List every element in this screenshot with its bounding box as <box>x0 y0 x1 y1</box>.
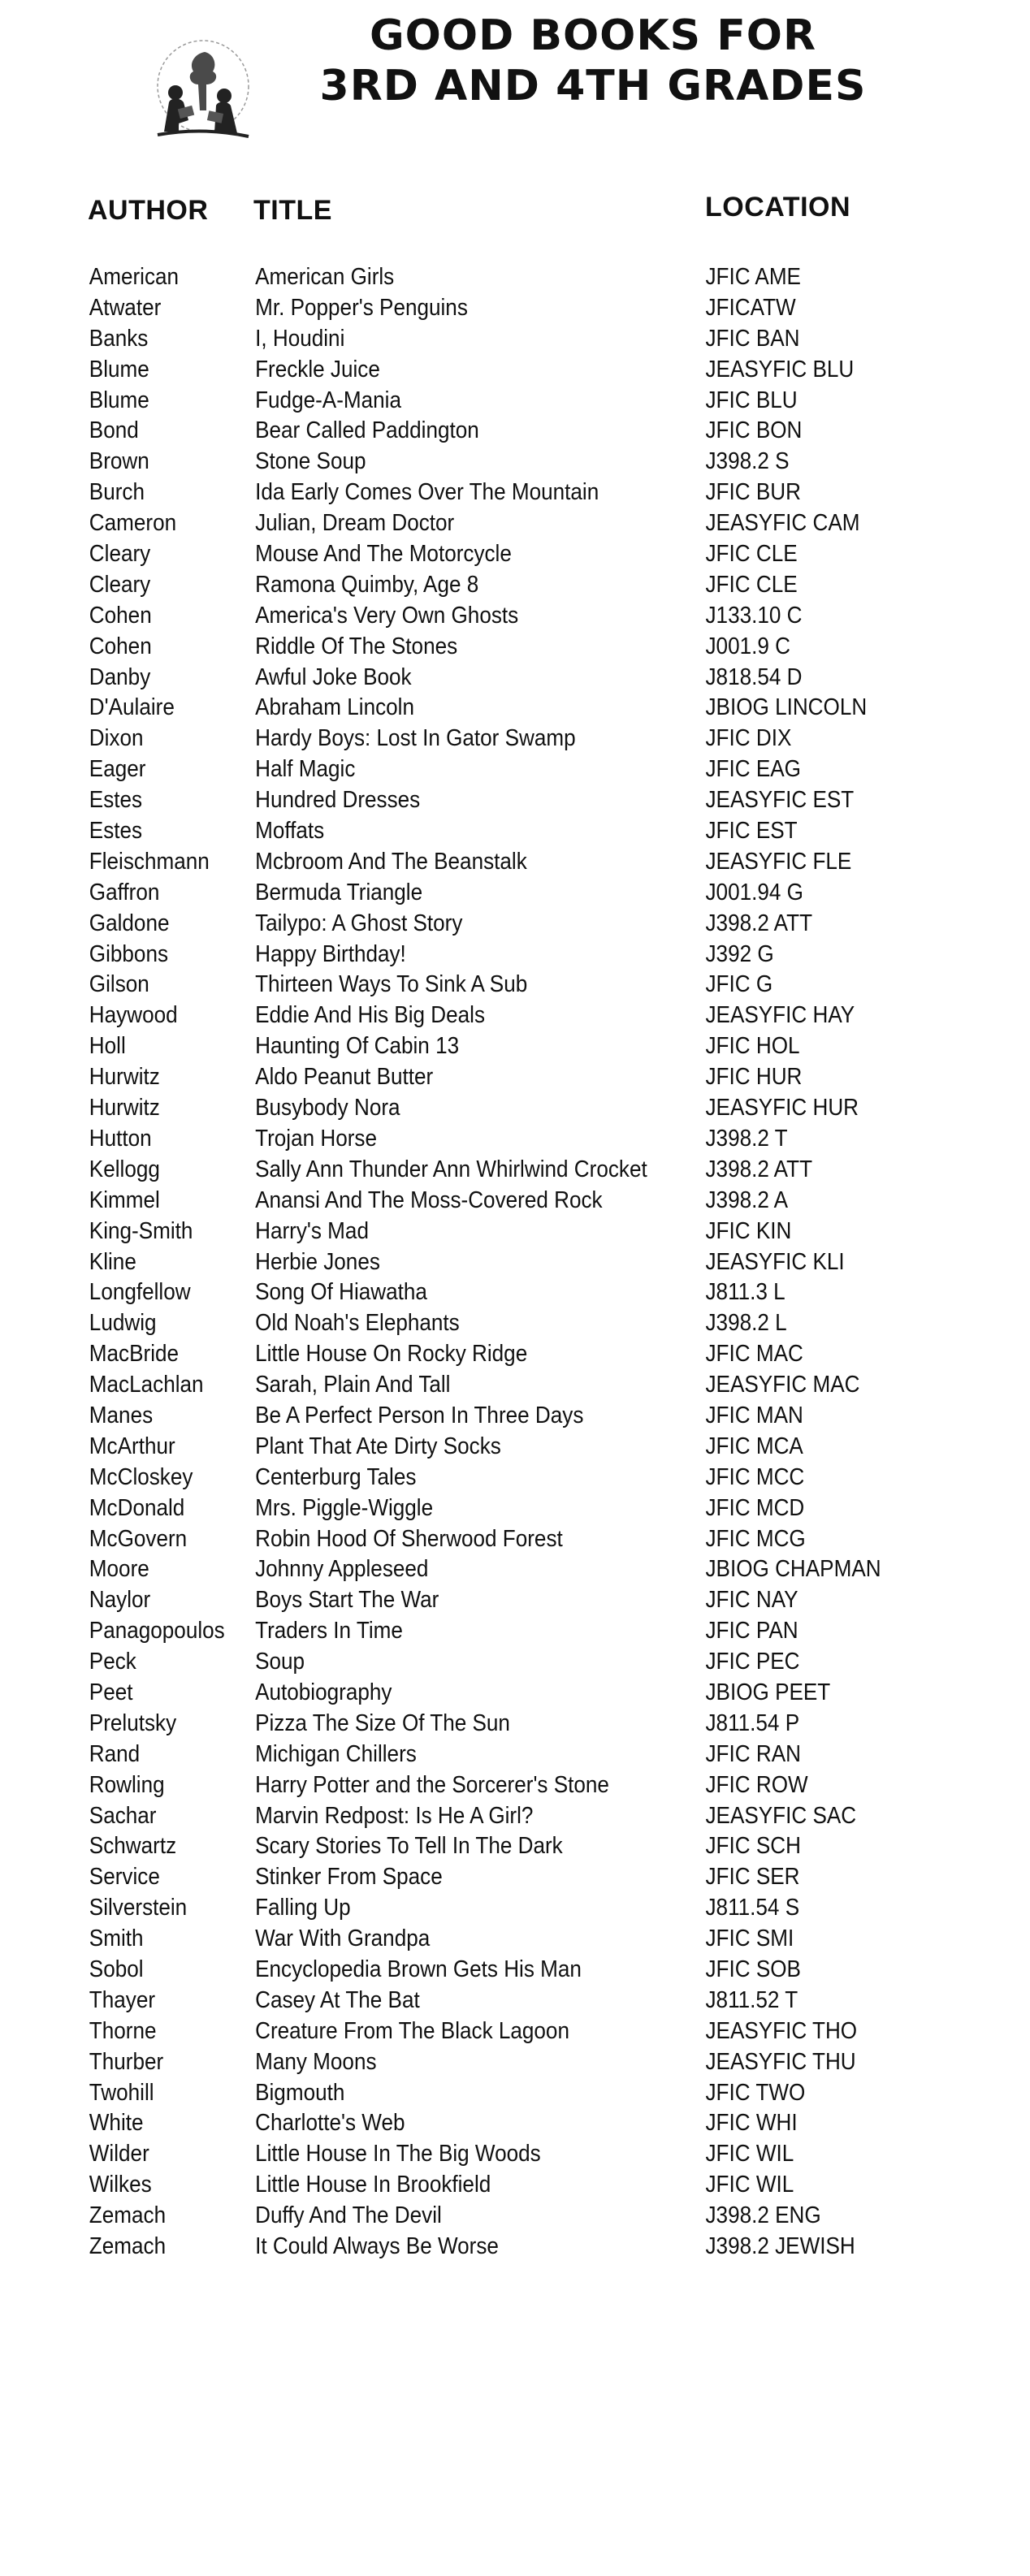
book-author: King-Smith <box>89 1217 193 1244</box>
book-row <box>0 2077 927 2108</box>
book-title: Song Of Hiawatha <box>255 1279 427 1306</box>
book-row <box>0 1338 927 1369</box>
book-author: Peet <box>89 1679 133 1705</box>
book-row <box>0 1861 927 1892</box>
book-location: J398.2 S <box>705 448 790 475</box>
book-location: JFIC SER <box>705 1864 800 1891</box>
book-row <box>0 1923 927 1954</box>
book-location: JEASYFIC HUR <box>705 1095 859 1122</box>
book-row <box>0 1154 927 1185</box>
book-author: Hurwitz <box>89 1064 160 1091</box>
book-row <box>0 1307 927 1338</box>
book-location: J001.94 G <box>705 879 803 905</box>
book-title: Tailypo: A Ghost Story <box>255 910 463 936</box>
book-title: Little House In The Big Woods <box>255 2141 541 2168</box>
book-title: Hundred Dresses <box>255 787 421 814</box>
book-title: Little House In Brookfield <box>255 2172 491 2198</box>
book-location: JFIC BAN <box>705 325 800 352</box>
book-title: Herbie Jones <box>255 1248 380 1275</box>
book-author: Thorne <box>89 2017 157 2044</box>
book-author: Hurwitz <box>89 1095 160 1122</box>
book-row <box>0 569 927 600</box>
book-row <box>0 1031 927 1061</box>
book-title: Julian, Dream Doctor <box>255 510 455 537</box>
book-location: J811.52 T <box>705 1986 798 2013</box>
book-location: J811.54 P <box>705 1709 800 1736</box>
book-title: Soup <box>255 1649 305 1675</box>
book-title: Mr. Popper's Penguins <box>255 294 468 321</box>
book-location: JFIC TWO <box>705 2079 806 2106</box>
book-row <box>0 1584 927 1615</box>
book-location: JFIC EAG <box>705 756 801 783</box>
book-location: JFIC HUR <box>705 1064 803 1091</box>
book-author: Kellogg <box>89 1156 160 1182</box>
book-location: J398.2 ATT <box>705 910 813 936</box>
book-author: Thurber <box>89 2048 164 2075</box>
book-row <box>0 1770 927 1800</box>
book-location: JFICATW <box>705 294 796 321</box>
book-author: Longfellow <box>89 1279 191 1306</box>
book-location: JEASYFIC KLI <box>705 1248 845 1275</box>
book-row <box>0 784 927 815</box>
book-author: Cohen <box>89 633 152 659</box>
book-title: Little House On Rocky Ridge <box>255 1341 528 1368</box>
book-row <box>0 939 927 970</box>
book-row <box>0 323 927 354</box>
book-author: Atwater <box>89 294 162 321</box>
book-row <box>0 1554 927 1584</box>
book-author: Kimmel <box>89 1186 160 1213</box>
book-title: It Could Always Be Worse <box>255 2233 499 2259</box>
book-row <box>0 538 927 569</box>
book-title: Thirteen Ways To Sink A Sub <box>255 971 528 998</box>
book-author: Holl <box>89 1033 126 1060</box>
book-location: JFIC MCC <box>705 1463 805 1490</box>
book-title: Harry Potter and the Sorcerer's Stone <box>255 1771 609 1798</box>
book-location: JFIC DIX <box>705 725 792 752</box>
book-author: Sobol <box>89 1956 144 1982</box>
book-title: Harry's Mad <box>255 1217 369 1244</box>
book-title: Busybody Nora <box>255 1095 400 1122</box>
book-author: McGovern <box>89 1525 188 1552</box>
column-header-location: LOCATION <box>705 192 851 223</box>
book-author: McDonald <box>89 1494 185 1521</box>
book-location: JEASYFIC CAM <box>705 510 860 537</box>
book-row <box>0 415 927 446</box>
book-author: Estes <box>89 787 143 814</box>
book-author: Cleary <box>89 541 151 568</box>
book-row <box>0 1247 927 1277</box>
book-location: JEASYFIC SAC <box>705 1802 857 1829</box>
book-title: Duffy And The Devil <box>255 2202 442 2229</box>
book-location: JFIC HOL <box>705 1033 800 1060</box>
book-location: J811.3 L <box>705 1279 785 1306</box>
book-location: J818.54 D <box>705 663 803 690</box>
book-row <box>0 292 927 323</box>
book-author: Eager <box>89 756 146 783</box>
book-author: White <box>89 2110 144 2137</box>
book-author: Zemach <box>89 2233 167 2259</box>
book-row <box>0 1739 927 1770</box>
book-title: Awful Joke Book <box>255 663 412 690</box>
page-title-line-1: GOOD BOOKS FOR <box>369 11 817 60</box>
book-row <box>0 446 927 477</box>
book-title: Mrs. Piggle-Wiggle <box>255 1494 434 1521</box>
book-author: Blume <box>89 387 149 413</box>
book-author: Peck <box>89 1649 136 1675</box>
book-location: JFIC PAN <box>705 1618 798 1645</box>
book-location: J398.2 ATT <box>705 1156 813 1182</box>
book-author: Smith <box>89 1926 144 1952</box>
book-title: Ramona Quimby, Age 8 <box>255 571 479 598</box>
book-author: American <box>89 264 180 290</box>
book-title: Encyclopedia Brown Gets His Man <box>255 1956 582 1982</box>
book-title: Moffats <box>255 818 325 845</box>
book-row <box>0 1185 927 1216</box>
book-row <box>0 1830 927 1861</box>
book-row <box>0 1400 927 1431</box>
book-author: Rand <box>89 1740 141 1767</box>
book-title: Bear Called Paddington <box>255 417 479 444</box>
book-title: Autobiography <box>255 1679 392 1705</box>
book-author: Blume <box>89 356 149 383</box>
book-location: JFIC ROW <box>705 1771 808 1798</box>
book-location: JFIC KIN <box>705 1217 792 1244</box>
book-location: JFIC MAN <box>705 1402 803 1428</box>
book-row <box>0 1954 927 1985</box>
book-row <box>0 1985 927 2016</box>
book-location: J398.2 ENG <box>705 2202 821 2229</box>
book-row <box>0 354 927 385</box>
book-title: Many Moons <box>255 2048 377 2075</box>
book-author: Wilkes <box>89 2172 152 2198</box>
book-title: Abraham Lincoln <box>255 694 414 721</box>
book-author: Danby <box>89 663 151 690</box>
book-row <box>0 600 927 631</box>
book-title: Eddie And His Big Deals <box>255 1002 486 1029</box>
book-title: Boys Start The War <box>255 1587 439 1614</box>
book-author: Gilson <box>89 971 149 998</box>
book-row <box>0 662 927 693</box>
book-location: JFIC SCH <box>705 1833 801 1860</box>
book-title: Sally Ann Thunder Ann Whirlwind Crocket <box>255 1156 647 1182</box>
book-row <box>0 1000 927 1031</box>
book-title: Robin Hood Of Sherwood Forest <box>255 1525 563 1552</box>
book-row <box>0 1892 927 1923</box>
book-author: Gaffron <box>89 879 160 905</box>
book-location: JFIC NAY <box>705 1587 798 1614</box>
book-row <box>0 2200 927 2231</box>
book-author: Zemach <box>89 2202 167 2229</box>
book-location: J392 G <box>705 940 774 967</box>
book-location: JEASYFIC HAY <box>705 1002 855 1029</box>
book-row <box>0 877 927 908</box>
book-author: D'Aulaire <box>89 694 175 721</box>
book-author: Burch <box>89 479 145 506</box>
book-location: JFIC BLU <box>705 387 798 413</box>
book-title: Be A Perfect Person In Three Days <box>255 1402 584 1428</box>
book-title: War With Grandpa <box>255 1926 431 1952</box>
book-location: J133.10 C <box>705 602 803 629</box>
book-title: Trojan Horse <box>255 1125 377 1152</box>
column-header-author: AUTHOR <box>88 195 209 226</box>
book-title: Haunting Of Cabin 13 <box>255 1033 460 1060</box>
book-title: Traders In Time <box>255 1618 403 1645</box>
book-list <box>0 261 1030 2262</box>
book-row <box>0 846 927 877</box>
book-row <box>0 1462 927 1493</box>
book-location: JFIC PEC <box>705 1649 800 1675</box>
book-location: JEASYFIC BLU <box>705 356 855 383</box>
book-row <box>0 1524 927 1554</box>
book-title: Marvin Redpost: Is He A Girl? <box>255 1802 534 1829</box>
book-row <box>0 2169 927 2200</box>
book-location: JBIOG LINCOLN <box>705 694 868 721</box>
book-location: J398.2 JEWISH <box>705 2233 855 2259</box>
book-title: Freckle Juice <box>255 356 380 383</box>
book-author: MacBride <box>89 1341 180 1368</box>
book-author: Ludwig <box>89 1310 157 1337</box>
book-author: Fleischmann <box>89 848 210 875</box>
book-row <box>0 2138 927 2169</box>
book-row <box>0 1277 927 1307</box>
book-author: Cleary <box>89 571 151 598</box>
book-row <box>0 1092 927 1123</box>
book-location: JFIC SMI <box>705 1926 794 1952</box>
library-logo-icon <box>146 36 252 149</box>
book-author: Sachar <box>89 1802 157 1829</box>
book-row <box>0 1493 927 1524</box>
book-author: Panagopoulos <box>89 1618 225 1645</box>
book-location: JFIC EST <box>705 818 798 845</box>
book-author: Silverstein <box>89 1895 188 1921</box>
book-author: Service <box>89 1864 160 1891</box>
book-title: Michigan Chillers <box>255 1740 417 1767</box>
book-author: Estes <box>89 818 143 845</box>
column-header-title: TITLE <box>253 195 332 226</box>
book-title: Sarah, Plain And Tall <box>255 1372 451 1398</box>
book-row <box>0 261 927 292</box>
book-author: Hutton <box>89 1125 152 1152</box>
book-location: JFIC CLE <box>705 571 798 598</box>
book-location: JFIC WHI <box>705 2110 798 2137</box>
book-location: JFIC SOB <box>705 1956 801 1982</box>
book-row <box>0 1677 927 1708</box>
book-row <box>0 908 927 939</box>
book-author: Schwartz <box>89 1833 177 1860</box>
book-title: Mcbroom And The Beanstalk <box>255 848 527 875</box>
book-row <box>0 723 927 754</box>
book-title: Mouse And The Motorcycle <box>255 541 512 568</box>
book-row <box>0 754 927 784</box>
book-author: Rowling <box>89 1771 165 1798</box>
book-title: Ida Early Comes Over The Mountain <box>255 479 599 506</box>
book-title: Charlotte's Web <box>255 2110 405 2137</box>
book-row <box>0 2047 927 2077</box>
book-row <box>0 1216 927 1247</box>
book-location: J811.54 S <box>705 1895 800 1921</box>
book-row <box>0 1123 927 1154</box>
book-location: JFIC MCA <box>705 1433 803 1459</box>
book-title: Aldo Peanut Butter <box>255 1064 434 1091</box>
book-row <box>0 385 927 416</box>
book-author: Moore <box>89 1556 149 1583</box>
book-author: Haywood <box>89 1002 178 1029</box>
book-row <box>0 1431 927 1462</box>
book-row <box>0 1061 927 1092</box>
book-title: Pizza The Size Of The Sun <box>255 1709 510 1736</box>
book-row <box>0 2107 927 2138</box>
book-author: McCloskey <box>89 1463 193 1490</box>
book-row <box>0 477 927 508</box>
book-row <box>0 692 927 723</box>
book-location: JEASYFIC EST <box>705 787 855 814</box>
book-location: JFIC WIL <box>705 2141 794 2168</box>
book-title: Half Magic <box>255 756 356 783</box>
book-author: Brown <box>89 448 149 475</box>
book-location: JFIC RAN <box>705 1740 801 1767</box>
book-title: Falling Up <box>255 1895 351 1921</box>
book-title: American Girls <box>255 264 395 290</box>
book-title: Stone Soup <box>255 448 366 475</box>
book-author: Banks <box>89 325 149 352</box>
book-title: Plant That Ate Dirty Socks <box>255 1433 501 1459</box>
book-row <box>0 1708 927 1739</box>
book-location: JBIOG PEET <box>705 1679 831 1705</box>
book-author: Thayer <box>89 1986 156 2013</box>
book-row <box>0 631 927 662</box>
book-author: Kline <box>89 1248 136 1275</box>
book-title: Old Noah's Elephants <box>255 1310 460 1337</box>
book-author: Prelutsky <box>89 1709 177 1736</box>
book-location: J001.9 C <box>705 633 790 659</box>
book-title: Bermuda Triangle <box>255 879 423 905</box>
book-row <box>0 1369 927 1400</box>
book-location: JFIC MCG <box>705 1525 806 1552</box>
book-title: Bigmouth <box>255 2079 345 2106</box>
book-title: Stinker From Space <box>255 1864 443 1891</box>
book-title: Happy Birthday! <box>255 940 406 967</box>
book-title: Centerburg Tales <box>255 1463 417 1490</box>
book-location: JFIC BUR <box>705 479 801 506</box>
book-row <box>0 1615 927 1646</box>
page-title-line-2: 3RD AND 4TH GRADES <box>319 62 867 110</box>
book-author: Dixon <box>89 725 144 752</box>
book-title: Fudge-A-Mania <box>255 387 401 413</box>
book-title: I, Houdini <box>255 325 345 352</box>
book-location: JEASYFIC THO <box>705 2017 858 2044</box>
book-author: Manes <box>89 1402 154 1428</box>
book-author: Cameron <box>89 510 177 537</box>
book-row <box>0 1646 927 1677</box>
book-location: JFIC WIL <box>705 2172 794 2198</box>
book-location: JFIC AME <box>705 264 801 290</box>
book-author: Bond <box>89 417 139 444</box>
book-location: JFIC MAC <box>705 1341 803 1368</box>
book-title: Creature From The Black Lagoon <box>255 2017 569 2044</box>
book-title: Scary Stories To Tell In The Dark <box>255 1833 563 1860</box>
book-author: McArthur <box>89 1433 175 1459</box>
book-title: Riddle Of The Stones <box>255 633 458 659</box>
book-title: Casey At The Bat <box>255 1986 420 2013</box>
book-location: JEASYFIC THU <box>705 2048 856 2075</box>
book-author: Twohill <box>89 2079 154 2106</box>
book-location: JEASYFIC MAC <box>705 1372 860 1398</box>
book-location: J398.2 L <box>705 1310 787 1337</box>
book-author: MacLachlan <box>89 1372 204 1398</box>
book-title: Hardy Boys: Lost In Gator Swamp <box>255 725 576 752</box>
book-location: JFIC CLE <box>705 541 798 568</box>
book-location: JBIOG CHAPMAN <box>705 1556 881 1583</box>
book-row <box>0 2016 927 2047</box>
book-location: J398.2 A <box>705 1186 789 1213</box>
book-author: Galdone <box>89 910 170 936</box>
book-row <box>0 1800 927 1831</box>
book-row <box>0 508 927 538</box>
book-author: Naylor <box>89 1587 151 1614</box>
book-location: JFIC G <box>705 971 773 998</box>
book-title: Anansi And The Moss-Covered Rock <box>255 1186 603 1213</box>
book-row <box>0 2231 927 2262</box>
book-author: Wilder <box>89 2141 149 2168</box>
book-row <box>0 815 927 846</box>
book-location: JFIC BON <box>705 417 803 444</box>
book-location: JEASYFIC FLE <box>705 848 852 875</box>
book-title: Johnny Appleseed <box>255 1556 429 1583</box>
book-location: J398.2 T <box>705 1125 788 1152</box>
book-title: America's Very Own Ghosts <box>255 602 519 629</box>
book-author: Cohen <box>89 602 152 629</box>
book-row <box>0 969 927 1000</box>
book-author: Gibbons <box>89 940 169 967</box>
book-location: JFIC MCD <box>705 1494 805 1521</box>
